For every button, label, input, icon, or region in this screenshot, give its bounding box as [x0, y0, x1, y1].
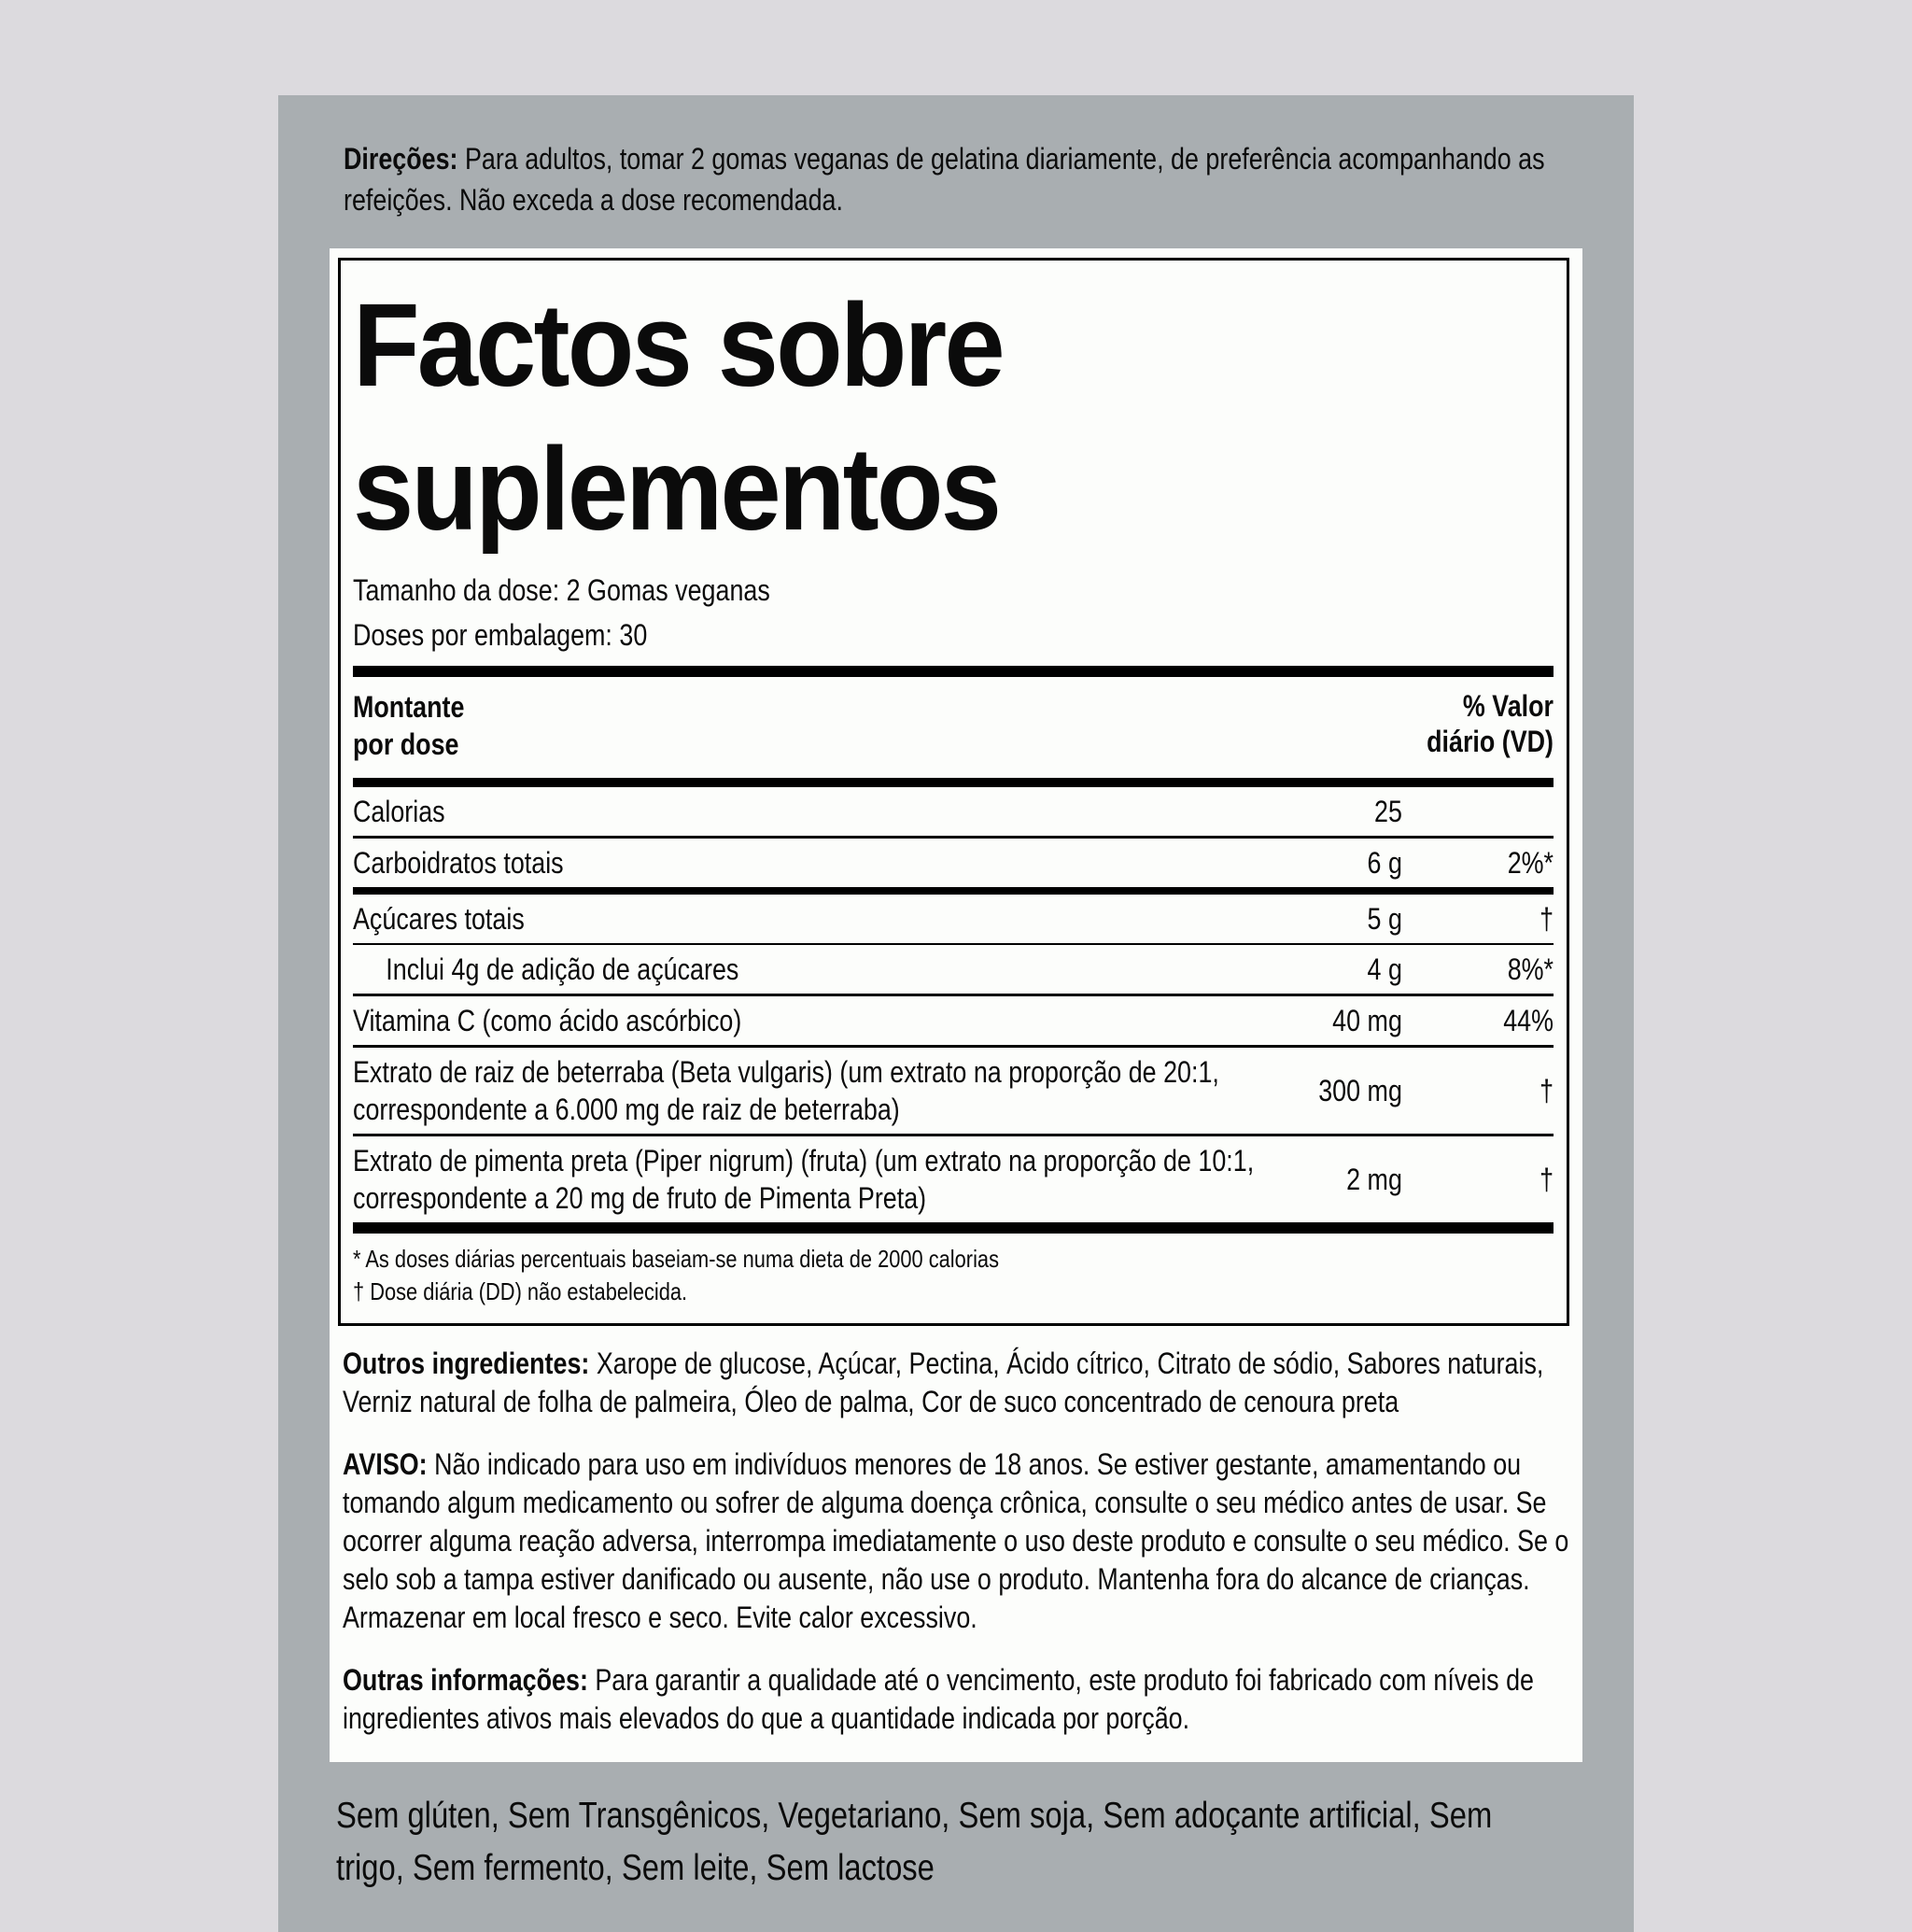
row-dv: †: [1539, 1163, 1554, 1196]
footnote-dagger: † Dose diária (DD) não estabelecida.: [353, 1277, 688, 1305]
table-header-row: [353, 677, 1554, 778]
other-ingredients: [343, 1345, 1574, 1421]
header-daily-value: % Valor diário (VD): [1427, 689, 1554, 758]
table-row: [353, 945, 1554, 996]
row-amount: 4 g: [1367, 952, 1402, 986]
row-name: Vitamina C (como ácido ascórbico): [353, 1004, 742, 1037]
table-row: [353, 1136, 1554, 1222]
row-name: Carboidratos totais: [353, 846, 564, 880]
dietary-claims: Sem glúten, Sem Transgênicos, Vegetariano, Sem soja, Sem adoçante artificial, Sem trigo, Sem fermento, Sem leite, Sem lactose: [336, 1796, 1493, 1888]
header-amount-line2: por dose: [353, 727, 459, 761]
row-dv: 8%*: [1507, 952, 1554, 986]
other-information: [343, 1661, 1574, 1738]
row-name: Açúcares totais: [353, 902, 525, 936]
row-name: Inclui 4g de adição de açúcares: [386, 952, 739, 986]
servings-per-container: Doses por embalagem: 30: [353, 618, 648, 652]
facts-title-line2: suplementos: [353, 423, 1000, 555]
other-information-label: Outras informações:: [343, 1663, 588, 1697]
directions-label: Direções:: [344, 142, 458, 176]
table-row: [353, 1048, 1554, 1136]
table-row: [353, 996, 1554, 1048]
divider-header: [353, 778, 1554, 787]
footnote-daily-value: * As doses diárias percentuais baseiam-se numa dieta de 2000 calorias: [353, 1245, 1000, 1273]
row-dv: †: [1539, 1074, 1554, 1107]
table-row: [353, 895, 1554, 945]
warning: [343, 1445, 1574, 1637]
table-row: [353, 839, 1554, 895]
footnotes: [353, 1234, 1554, 1308]
row-amount: 6 g: [1367, 846, 1402, 880]
row-amount: 2 mg: [1346, 1163, 1402, 1196]
label-panel: [278, 95, 1634, 1932]
row-amount: 25: [1373, 795, 1402, 828]
facts-title-line1: Factos sobre: [353, 279, 1003, 411]
row-amount: 5 g: [1367, 902, 1402, 936]
directions-body: Para adultos, tomar 2 gomas veganas de gelatina diariamente, de preferência acompanhando as refeições. Não exceda a dose recomendada.: [344, 142, 1545, 217]
row-dv: †: [1539, 902, 1554, 936]
row-name: Calorias: [353, 795, 445, 828]
header-amount-per-serving: [353, 688, 464, 763]
header-amount-line1: Montante: [353, 690, 465, 724]
serving-size: Tamanho da dose: 2 Gomas veganas: [353, 573, 770, 607]
supplement-facts-panel: [330, 248, 1582, 1762]
row-dv: 2%*: [1507, 846, 1554, 880]
row-dv: 44%: [1503, 1004, 1554, 1037]
divider-thick-bottom: [353, 1222, 1554, 1234]
row-amount: 40 mg: [1332, 1004, 1402, 1037]
other-ingredients-label: Outros ingredientes:: [343, 1347, 590, 1380]
warning-text: Não indicado para uso em indivíduos menores de 18 anos. Se estiver gestante, amamentando ou tomando algum medicamento ou sofrer de alguma doença crônica, consulte o seu médico antes de usar. Se ocorrer alguma reação adversa, interrompa imediatamente o uso deste produto e consulte o seu médico. Se o selo sob a tampa estiver danificado ou ausente, não use o produto. Mantenha fora do alcance de crianças. Armazenar em local fresco e seco. Evite calor excessivo.: [343, 1447, 1569, 1634]
directions-text: [344, 138, 1553, 220]
divider-thick-top: [353, 666, 1554, 677]
warning-label: AVISO:: [343, 1447, 428, 1481]
table-row: [353, 787, 1554, 839]
row-name: Extrato de raiz de beterraba (Beta vulgaris) (um extrato na proporção de 20:1, correspondente a 6.000 mg de raiz de beterraba): [353, 1055, 1219, 1126]
supplement-facts-box: [338, 258, 1569, 1326]
facts-title: [353, 274, 1469, 561]
row-name: Extrato de pimenta preta (Piper nigrum) (fruta) (um extrato na proporção de 10:1, correspondente a 20 mg de fruto de Pimenta Preta): [353, 1144, 1255, 1215]
other-information-text: Para garantir a qualidade até o vencimento, este produto foi fabricado com níveis de ingredientes ativos mais elevados do que a quantidade indicada por porção.: [343, 1663, 1534, 1735]
row-amount: 300 mg: [1318, 1074, 1402, 1107]
other-ingredients-text: Xarope de glucose, Açúcar, Pectina, Ácido cítrico, Citrato de sódio, Sabores naturais, Verniz natural de folha de palmeira, Óleo de palma, Cor de suco concentrado de cenoura preta: [343, 1347, 1544, 1418]
